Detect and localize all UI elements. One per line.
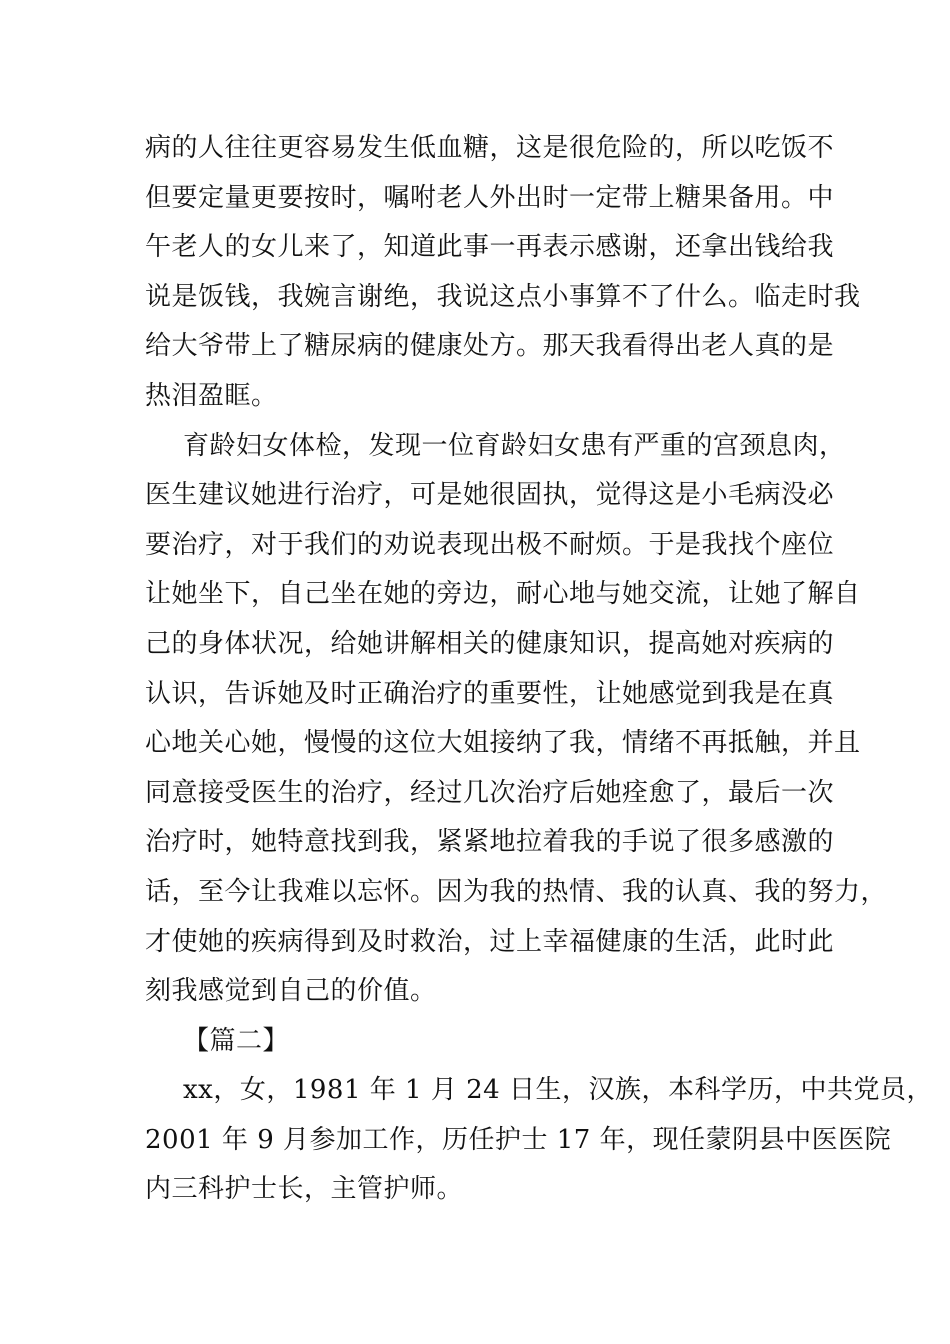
paragraph-1 <box>145 124 861 422</box>
text-line: 心地关心她，慢慢的这位大姐接纳了我，情绪不再抵触，并且 <box>145 728 861 759</box>
text-line: 己的身体状况，给她讲解相关的健康知识，提高她对疾病的 <box>145 628 835 659</box>
text-line: 但要定量更要按时，嘱咐老人外出时一定带上糖果备用。中 <box>145 182 835 213</box>
text-line: xx，女，1981 年 1 月 24 日生，汉族，本科学历，中共党员， <box>183 1075 933 1106</box>
text-line: 2001 年 9 月参加工作，历任护士 17 年，现任蒙阴县中医医院 <box>145 1124 892 1155</box>
text-line: 才使她的疾病得到及时救治，过上幸福健康的生活，此时此 <box>145 926 835 957</box>
text-line: 认识，告诉她及时正确治疗的重要性，让她感觉到我是在真 <box>145 678 835 709</box>
text-line: 育龄妇女体检，发现一位育龄妇女患有严重的宫颈息肉， <box>183 430 846 461</box>
text-line: 要治疗，对于我们的劝说表现出极不耐烦。于是我找个座位 <box>145 529 835 560</box>
text-line: 内三科护士长，主管护师。 <box>145 1174 464 1205</box>
text-line: 刻我感觉到自己的价值。 <box>145 976 437 1007</box>
document-page <box>145 124 933 1215</box>
text-line: 病的人往往更容易发生低血糖，这是很危险的，所以吃饭不 <box>145 133 835 163</box>
text-line: 给大爷带上了糖尿病的健康处方。那天我看得出老人真的是 <box>145 331 835 362</box>
text-line: 午老人的女儿来了，知道此事一再表示感谢，还拿出钱给我 <box>145 232 835 263</box>
text-line: 话，至今让我难以忘怀。因为我的热情、我的认真、我的努力， <box>145 876 888 907</box>
section-heading: 【篇二】 <box>183 1025 290 1056</box>
text-line: 治疗时，她特意找到我，紧紧地拉着我的手说了很多感激的 <box>145 827 835 858</box>
text-line: 热泪盈眶。 <box>145 380 278 411</box>
text-line: 说是饭钱，我婉言谢绝，我说这点小事算不了什么。临走时我 <box>145 281 861 312</box>
text-line: 让她坐下，自己坐在她的旁边，耐心地与她交流，让她了解自 <box>145 579 861 610</box>
text-line: 同意接受医生的治疗，经过几次治疗后她痊愈了，最后一次 <box>145 777 835 808</box>
text-line: 医生建议她进行治疗，可是她很固执，觉得这是小毛病没必 <box>145 480 835 511</box>
paragraph-2 <box>145 422 888 1017</box>
paragraph-3 <box>145 1066 933 1215</box>
